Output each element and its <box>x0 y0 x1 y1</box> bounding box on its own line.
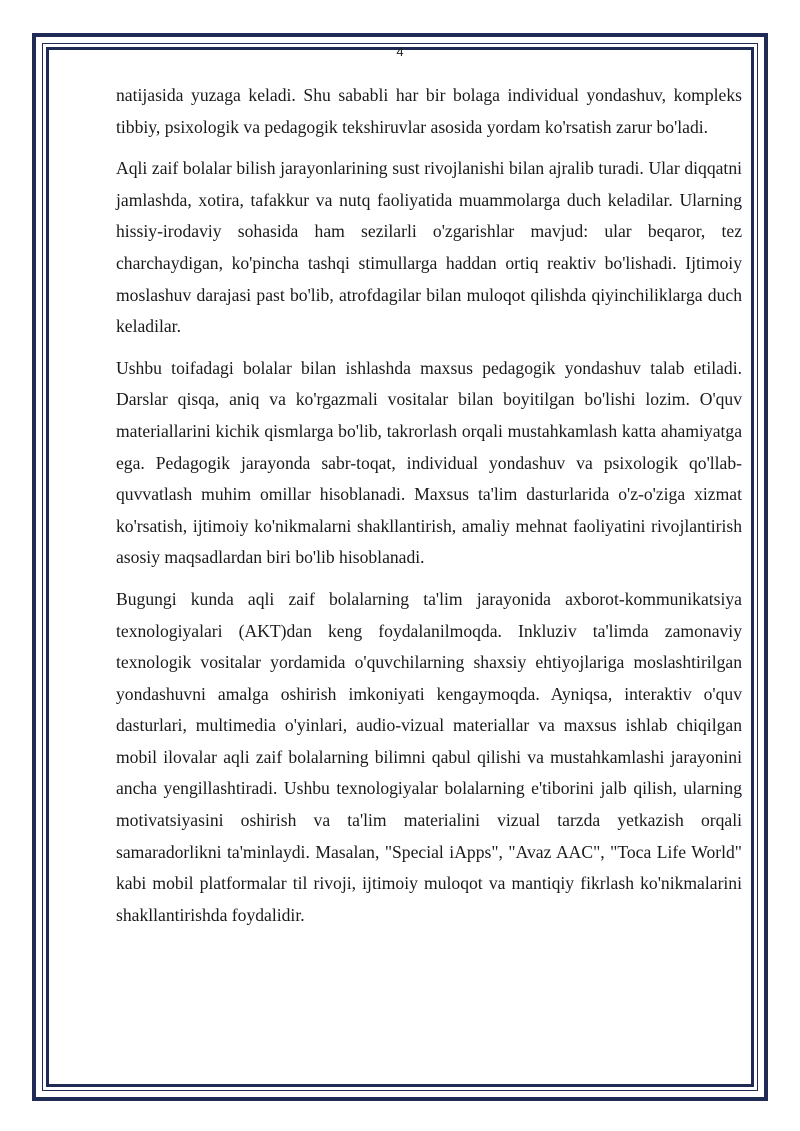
paragraph: Ushbu toifadagi bolalar bilan ishlashda maxsus pedagogik yondashuv talab etiladi. Darslar qisqa, aniq va ko'rgazmali vositalar bilan boyitilgan bo'lishi lozim. O'quv materiallarini kichik qismlarga bo'lib, takrorlash orqali mustahkamlash katta ahamiyatga ega. Pedagogik jarayonda sabr-toqat, individual yondashuv va psixologik qo'llab-quvvatlash muhim omillar hisoblanadi. Maxsus ta'lim dasturlarida o'z-o'ziga xizmat ko'rsatish, ijtimoiy ko'nikmalarni shakllantirish, amaliy mehnat faoliyatini rivojlantirish asosiy maqsadlardan biri bo'lib hisoblanadi. <box>116 357 742 568</box>
paragraph: natijasida yuzaga keladi. Shu sababli har bir bolaga individual yondashuv, kompleks tibbiy, psixologik va pedagogik tekshiruvlar asosida yordam ko'rsatish zarur bo'ladi. <box>116 85 742 137</box>
paragraph: Bugungi kunda aqli zaif bolalarning ta'lim jarayonida axborot-kommunikatsiya texnologiyalari (AKT)dan keng foydalanilmoqda. Inkluziv ta'limda zamonaviy texnologik vositalar yordamida o'quvchilarning shaxsiy ehtiyojlariga moslashtirilgan yondashuvni amalga oshirish imkoniyati kengaymoqda. Ayniqsa, interaktiv o'quv dasturlari, multimedia o'yinlari, audio-vizual materiallar va maxsus ishlab chiqilgan mobil ilovalar aqli zaif bolalarning bilimni qabul qilishi va mustahkamlashi jarayonini ancha yengillashtiradi. Ushbu texnologiyalar bolalarning e'tiborini jalb qilish, ularning motivatsiyasini oshirish va ta'lim materialini vizual tarzda yetkazish orqali samaradorlikni ta'minlaydi. Masalan, "Special iApps", "Avaz AAC", "Toca Life World" kabi mobil platformalar til rivoji, ijtimoiy muloqot va mantiqiy fikrlash ko'nikmalarini shakllantirishda foydalidir. <box>116 588 742 925</box>
body-text <box>116 80 742 941</box>
paragraph: Aqli zaif bolalar bilish jarayonlarining sust rivojlanishi bilan ajralib turadi. Ular diqqatni jamlashda, xotira, tafakkur va nutq faoliyatida muammolarga duch keladilar. Ularning hissiy-irodaviy sohasida ham sezilarli o'zgarishlar mavjud: ular beqaror, tez charchaydigan, ko'pincha tashqi stimullarga haddan ortiq reaktiv bo'lishadi. Ijtimoiy moslashuv darajasi past bo'lib, atrofdagilar bilan muloqot qilishda qiyinchiliklarga duch keladilar. <box>116 158 742 337</box>
page-number: 4 <box>396 44 404 59</box>
